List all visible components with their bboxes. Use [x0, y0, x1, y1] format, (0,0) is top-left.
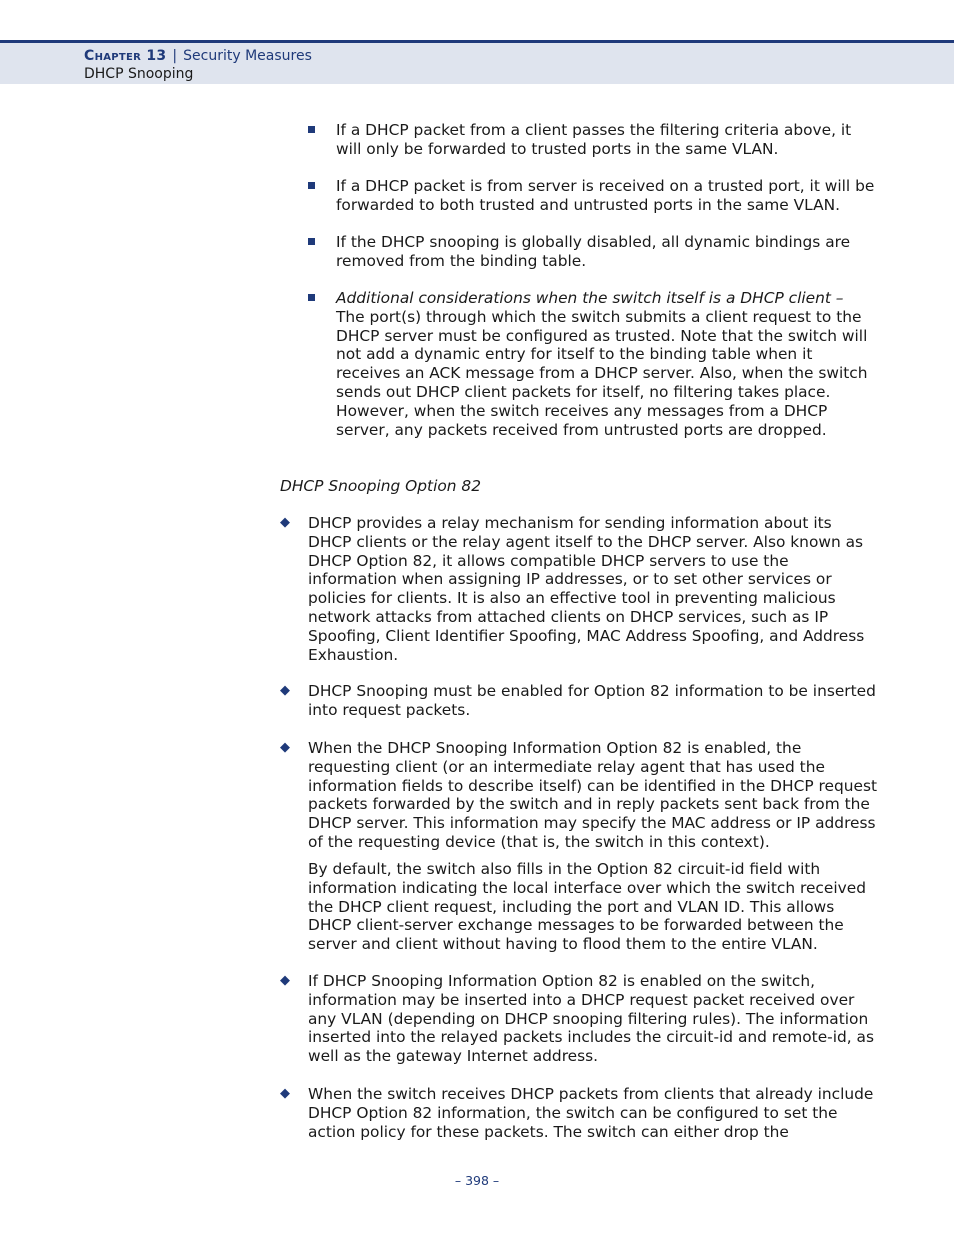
square-bullet-icon	[308, 238, 315, 245]
square-bullet-icon	[308, 126, 315, 133]
diamond-bullet-icon: ◆	[280, 683, 290, 698]
header-line	[84, 48, 312, 64]
by-default-paragraph: By default, the switch also fills in the Option 82 circuit-id field with information indicating the local interface over which the switch received the DHCP client request, including the port and VLAN ID. This allows DHCP client-server exchange messages to be forwarded between the server and client without having to flood them to the entire VLAN.	[308, 860, 866, 954]
square-bullet-icon	[308, 294, 315, 301]
list-item	[280, 514, 878, 664]
list-item-text: If a DHCP packet is from server is received on a trusted port, it will be forwarded to both trusted and untrusted ports in the same VLAN.	[336, 177, 875, 214]
diamond-bullet-icon: ◆	[280, 515, 290, 530]
list-item-text: If DHCP Snooping Information Option 82 is enabled on the switch, information may be inserted into a DHCP request packet received over any VLAN (depending on DHCP snooping filtering rules). The information inserted into the relayed packets includes the circuit-id and remote-id, as well as the gateway Internet address.	[308, 972, 874, 1066]
list-item	[280, 972, 878, 1066]
list-item	[280, 739, 878, 852]
diamond-bullet-icon: ◆	[280, 973, 290, 988]
list-item-text: DHCP provides a relay mechanism for sending information about its DHCP clients or the relay agent itself to the DHCP server. Also known as DHCP Option 82, it allows compatible DHCP servers to use the information when assigning IP addresses, or to set other services or policies for clients. It is also an effective tool in preventing malicious network attacks from attached clients on DHCP services, such as IP Spoofing, Client Identifier Spoofing, MAC Address Spoofing, and Address Exhaustion.	[308, 514, 865, 664]
list-item	[336, 177, 876, 215]
square-bullet-icon	[308, 182, 315, 189]
diamond-bullet-icon: ◆	[280, 740, 290, 755]
list-item	[336, 121, 876, 159]
list-item	[280, 1085, 878, 1141]
list-item-text: If the DHCP snooping is globally disabled, all dynamic bindings are removed from the binding table.	[336, 233, 851, 270]
diamond-bullet-icon: ◆	[280, 1086, 290, 1101]
list-item-text: When the switch receives DHCP packets from clients that already include DHCP Option 82 information, the switch can be configured to set the action policy for these packets. The switch can either drop the	[308, 1085, 874, 1141]
chapter-label: Chapter 13	[84, 48, 167, 64]
list-item	[336, 289, 876, 439]
list-item-text: DHCP Snooping must be enabled for Option 82 information to be inserted into request packets.	[308, 682, 876, 719]
list-item-text: The port(s) through which the switch submits a client request to the DHCP server must be configured as trusted. Note that the switch will not add a dynamic entry for itself to the binding table when it receives an ACK message from a DHCP server. Also, when the switch sends out DHCP client packets for itself, no filtering takes place. However, when the switch receives any messages from a DHCP server, any packets received from untrusted ports are dropped.	[336, 307, 868, 439]
page-number: – 398 –	[454, 1173, 500, 1188]
list-item	[336, 233, 876, 271]
subsection-title: DHCP Snooping	[84, 66, 194, 82]
list-item	[280, 682, 878, 720]
list-item-text: When the DHCP Snooping Information Option 82 is enabled, the requesting client (or an intermediate relay agent that has used the information fields to describe itself) can be identified in the DHCP request packets forwarded by the switch and in reply packets sent back from the DHCP server. This information may specify the MAC address or IP address of the requesting device (that is, the switch in this context).	[308, 739, 878, 851]
running-header	[0, 40, 954, 84]
option-82-heading: DHCP Snooping Option 82	[280, 477, 482, 495]
additional-considerations-lead: Additional considerations when the switch itself is a DHCP client –	[336, 289, 844, 307]
header-separator: |	[172, 48, 178, 64]
list-item-text: If a DHCP packet from a client passes the filtering criteria above, it will only be forwarded to trusted ports in the same VLAN.	[336, 121, 852, 158]
section-title: Security Measures	[183, 48, 312, 64]
